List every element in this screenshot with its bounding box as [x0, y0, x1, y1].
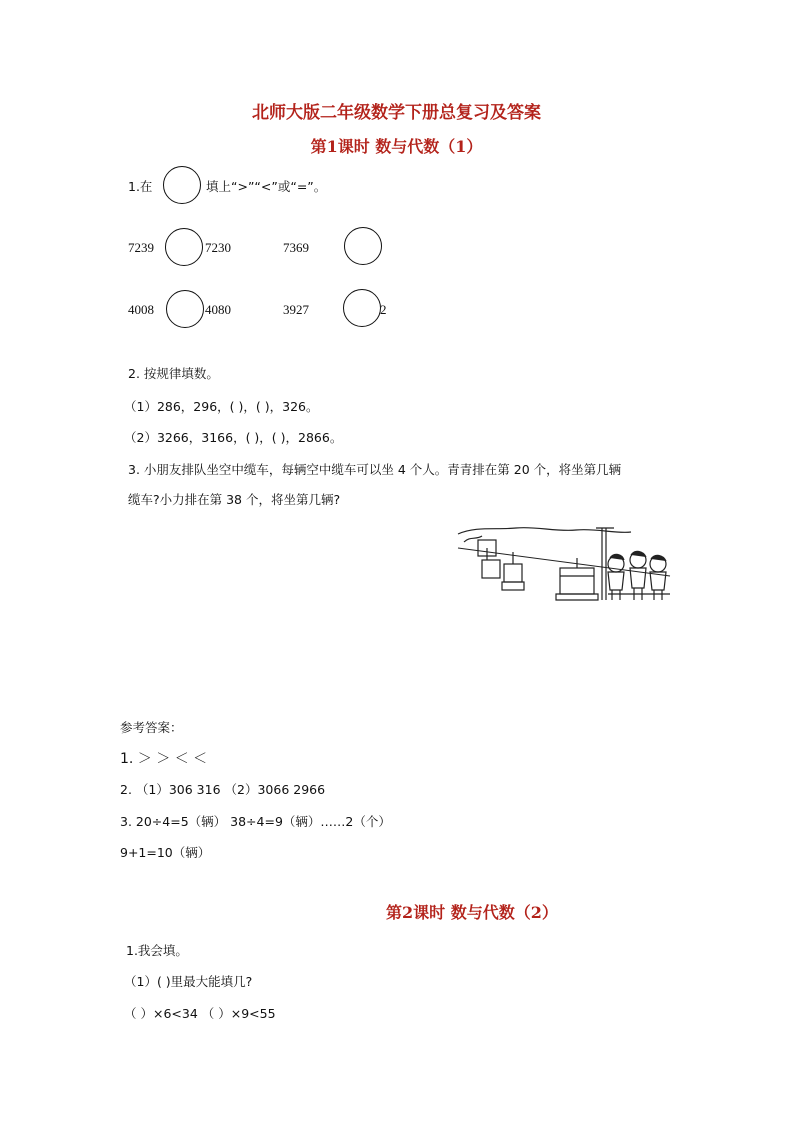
answer-4: 9+1=10（辆）: [120, 845, 211, 860]
compare-value: 4080: [205, 302, 231, 317]
answer-circle[interactable]: [344, 227, 382, 265]
compare-value: 7369: [283, 240, 309, 255]
answer-1: 1. ＞ ＞ ＜ ＜: [120, 751, 208, 767]
answer-circle[interactable]: [165, 228, 203, 266]
answer-2: 2. （1）306 316 （2）3066 2966: [120, 782, 326, 797]
answers-heading: 参考答案：: [120, 720, 183, 735]
l2-q1-sub: （1）( )里最大能填几?: [124, 974, 253, 989]
lesson1-heading: 第1课时 数与代数（1）: [310, 137, 483, 156]
l2-q1-prompt: 1.我会填。: [126, 943, 188, 958]
compare-value: 7239: [128, 240, 154, 255]
compare-value: 4008: [128, 302, 154, 317]
answer-circle: [163, 166, 201, 204]
answer-3: 3. 20÷4=5（辆） 38÷4=9（辆）……2（个）: [120, 814, 391, 829]
q2-prompt: 2. 按规律填数。: [128, 366, 219, 381]
answer-circle[interactable]: [166, 290, 204, 328]
q1-prompt-prefix: 1.在: [128, 179, 153, 194]
compare-value: 3927: [283, 302, 309, 317]
compare-value: 2: [380, 302, 387, 317]
q1-prompt-suffix: 填上“>”“<”或“=”。: [206, 179, 327, 194]
q3-line2: 缆车?小力排在第 38 个，将坐第几辆?: [128, 492, 341, 507]
q2-line2: （2）3266，3166，( )，( )，2866。: [124, 430, 343, 445]
q2-line1: （1）286，296，( )，( )，326。: [124, 399, 319, 414]
q3-line1: 3. 小朋友排队坐空中缆车，每辆空中缆车可以坐 4 个人。青青排在第 20 个，将坐第几辆: [128, 462, 622, 477]
lesson2-heading: 第2课时 数与代数（2）: [386, 903, 558, 922]
cable-car-illustration: [456, 524, 672, 604]
answer-circle[interactable]: [343, 289, 381, 327]
l2-q1-line: （ ）×6<34 （ ）×9<55: [124, 1006, 276, 1021]
compare-value: 7230: [205, 240, 231, 255]
document-title: 北师大版二年级数学下册总复习及答案: [252, 103, 541, 123]
